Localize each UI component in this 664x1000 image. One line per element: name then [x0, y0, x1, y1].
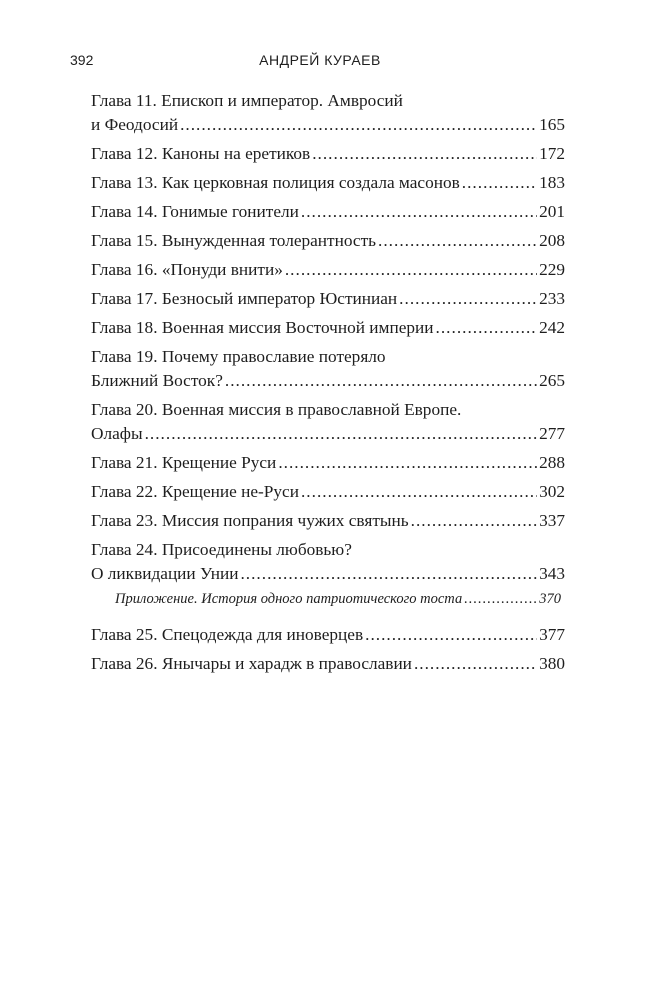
toc-entry-chapter-14: [91, 200, 565, 224]
toc-entry-title: Глава 18. Военная миссия Восточной империи: [91, 318, 434, 337]
toc-entry-title: Ближний Восток?: [91, 371, 223, 390]
toc-entry-title: Глава 13. Как церковная полиция создала масонов: [91, 173, 460, 192]
toc-entry-title-line: Глава 24. Присоединены любовью?: [91, 540, 352, 559]
toc-entry-page: 265: [539, 371, 565, 390]
dot-leader: [240, 562, 537, 586]
dot-leader: [285, 258, 537, 282]
toc-entry-page: 277: [539, 424, 565, 443]
dot-leader: [301, 480, 537, 504]
toc-entry-title-line: Глава 19. Почему православие потеряло: [91, 347, 386, 366]
toc-entry-title: Глава 15. Вынужденная толерантность: [91, 231, 377, 250]
table-of-contents: [91, 89, 565, 681]
toc-entry-page: 242: [539, 318, 565, 337]
toc-entry-chapter-23: [91, 509, 565, 533]
toc-entry-chapter-24: [91, 538, 565, 586]
toc-entry-chapter-20: [91, 398, 565, 446]
toc-entry-chapter-26: [91, 652, 565, 676]
toc-entry-page: 233: [539, 289, 565, 308]
toc-entry-page: 377: [539, 625, 565, 644]
toc-entry-chapter-18: [91, 316, 565, 340]
toc-entry-title: и Феодосий: [91, 115, 179, 134]
toc-appendix-title: Приложение. История одного патриотического тоста: [115, 591, 463, 607]
page-number: 392: [70, 52, 94, 68]
toc-entry-chapter-13: [91, 171, 565, 195]
toc-entry-title: Глава 26. Янычары и харадж в православии: [91, 654, 412, 673]
dot-leader: [225, 369, 537, 393]
toc-entry-chapter-17: [91, 287, 565, 311]
toc-entry-page: 302: [539, 482, 565, 501]
running-head: [70, 52, 570, 72]
toc-entry-chapter-16: [91, 258, 565, 282]
toc-appendix-entry: [115, 591, 561, 608]
toc-entry-page: 288: [539, 453, 565, 472]
toc-entry-title: Глава 22. Крещение не-Руси: [91, 482, 299, 501]
toc-entry-page: 208: [539, 231, 565, 250]
toc-entry-chapter-11: [91, 89, 565, 137]
toc-entry-title-line: Глава 20. Военная миссия в православной Европе.: [91, 400, 462, 419]
toc-entry-page: 337: [539, 511, 565, 530]
dot-leader: [378, 229, 537, 253]
toc-entry-title: Олафы: [91, 424, 143, 443]
toc-entry-title: Глава 12. Каноны на еретиков: [91, 144, 311, 163]
toc-entry-title: Глава 23. Миссия попрания чужих святынь: [91, 511, 409, 530]
toc-entry-title-line: Глава 11. Епископ и император. Амвросий: [91, 91, 403, 110]
toc-entry-title: Глава 17. Безносый император Юстиниан: [91, 289, 398, 308]
toc-entry-chapter-22: [91, 480, 565, 504]
toc-entry-page: 172: [539, 144, 565, 163]
dot-leader: [145, 422, 537, 446]
dot-leader: [278, 451, 537, 475]
dot-leader: [436, 316, 538, 340]
dot-leader: [312, 142, 537, 166]
dot-leader: [180, 113, 537, 137]
toc-entry-page: 343: [539, 564, 565, 583]
toc-entry-page: 380: [539, 654, 565, 673]
dot-leader: [365, 623, 537, 647]
dot-leader: [301, 200, 537, 224]
toc-entry-page: 183: [539, 173, 565, 192]
toc-entry-title: Глава 14. Гонимые гонители: [91, 202, 299, 221]
toc-entry-chapter-12: [91, 142, 565, 166]
toc-entry-title: Глава 21. Крещение Руси: [91, 453, 277, 472]
toc-entry-title: О ликвидации Унии: [91, 564, 239, 583]
toc-entry-chapter-15: [91, 229, 565, 253]
toc-entry-page: 229: [539, 260, 565, 279]
toc-entry-page: 201: [539, 202, 565, 221]
dot-leader: [399, 287, 537, 311]
toc-entry-title: Глава 16. «Понуди внити»: [91, 260, 283, 279]
toc-entry-chapter-25: [91, 623, 565, 647]
dot-leader: [464, 591, 537, 608]
toc-entry-chapter-19: [91, 345, 565, 393]
toc-appendix-page: 370: [539, 591, 561, 607]
toc-entry-title: Глава 25. Спецодежда для иноверцев: [91, 625, 364, 644]
running-title: АНДРЕЙ КУРАЕВ: [259, 52, 381, 68]
dot-leader: [462, 171, 537, 195]
dot-leader: [414, 652, 537, 676]
toc-entry-chapter-21: [91, 451, 565, 475]
dot-leader: [411, 509, 537, 533]
toc-entry-page: 165: [539, 115, 565, 134]
